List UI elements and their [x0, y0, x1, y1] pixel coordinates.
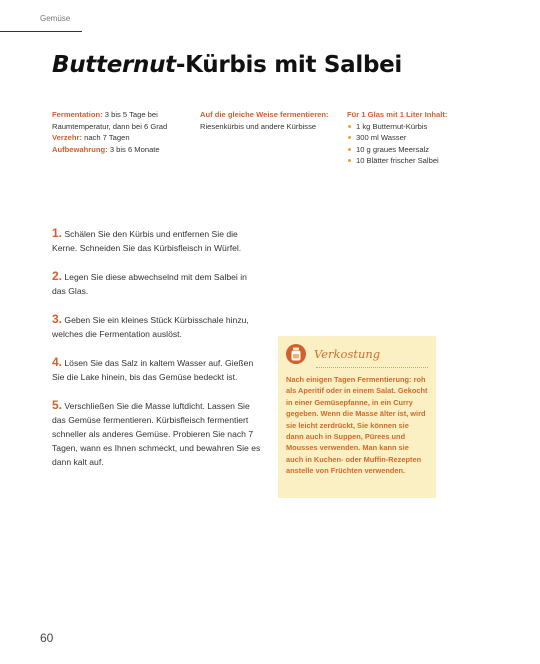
steps-list — [52, 226, 262, 483]
tasting-title: Verkostung — [314, 347, 381, 361]
fermentation-value: 3 bis 5 Tage bei Raumtemperatur, dann bei 6 Grad — [52, 110, 168, 131]
step-text: Geben Sie ein kleines Stück Kürbisschale hinzu, welches die Fermentation auslöst. — [52, 315, 249, 339]
tasting-box — [278, 336, 436, 498]
step-3 — [52, 312, 262, 341]
header-rule — [0, 31, 82, 32]
section-label: Gemüse — [40, 14, 71, 23]
same-way-label: Auf die gleiche Weise fermentieren: — [200, 110, 329, 119]
step-number: 2. — [52, 269, 63, 283]
step-2 — [52, 269, 262, 298]
storage-label: Aufbewahrung: — [52, 144, 108, 154]
step-5 — [52, 398, 262, 469]
step-number: 3. — [52, 312, 63, 326]
step-text: Schälen Sie den Kürbis und entfernen Sie die Kerne. Schneiden Sie das Kürbisfleisch in Würfel. — [52, 229, 242, 253]
step-4 — [52, 355, 262, 384]
same-way-value: Riesenkürbis und andere Kürbisse — [200, 121, 317, 131]
tasting-divider — [316, 367, 428, 368]
info-column-alternatives — [200, 109, 338, 132]
consumption-value: nach 7 Tagen — [84, 133, 130, 142]
title-italic-part: Butternut — [52, 52, 176, 78]
ingredients-label: Für 1 Glas mit 1 Liter Inhalt: — [347, 110, 448, 119]
ingredients-list — [347, 121, 487, 167]
title-rest: -Kürbis mit Salbei — [175, 52, 402, 78]
step-number: 4. — [52, 355, 63, 369]
ingredient-item: 300 ml Wasser — [347, 132, 487, 144]
fermentation-label: Fermentation: — [52, 110, 103, 119]
step-1 — [52, 226, 262, 255]
info-column-timing — [52, 109, 192, 155]
ingredient-item: 1 kg Butternut-Kürbis — [347, 121, 487, 133]
consumption-label: Verzehr: — [52, 133, 82, 142]
ingredient-item: 10 g graues Meersalz — [347, 144, 487, 156]
step-text: Verschließen Sie die Masse luftdicht. Lassen Sie das Gemüse fermentieren. Kürbisfleisch fermentiert schneller als anderes Gemüse. Probieren Sie nach 7 Tagen, wann es Ihnen schmeckt, und bewahren Sie es dann kalt auf. — [52, 401, 261, 467]
info-column-ingredients — [347, 109, 487, 167]
step-text: Lösen Sie das Salz in kaltem Wasser auf. Gießen Sie die Lake hinein, bis das Gemüse bedeckt ist. — [52, 358, 254, 382]
jar-icon — [286, 344, 306, 364]
step-number: 1. — [52, 226, 63, 240]
step-text: Legen Sie diese abwechselnd mit dem Salbei in das Glas. — [52, 272, 247, 296]
storage-value: 3 bis 6 Monate — [109, 144, 160, 154]
step-number: 5. — [52, 398, 63, 412]
tasting-text: Nach einigen Tagen Fermentierung: roh als Aperitif oder in einem Salat. Gekocht in einer Gemüsepfanne, in ein Curry gegeben. Wenn die Masse älter ist, wird sie leicht zerdrückt, Sie können sie dann auch in Suppen, Pürees und Mousses verwenden. Man kann sie auch in Kuchen- oder Muffin-Rezepten anstelle von Früchten verwenden. — [286, 375, 428, 476]
recipe-title — [52, 52, 402, 78]
tasting-header — [286, 344, 428, 364]
page-number: 60 — [40, 631, 54, 645]
ingredient-item: 10 Blätter frischer Salbei — [347, 155, 487, 167]
